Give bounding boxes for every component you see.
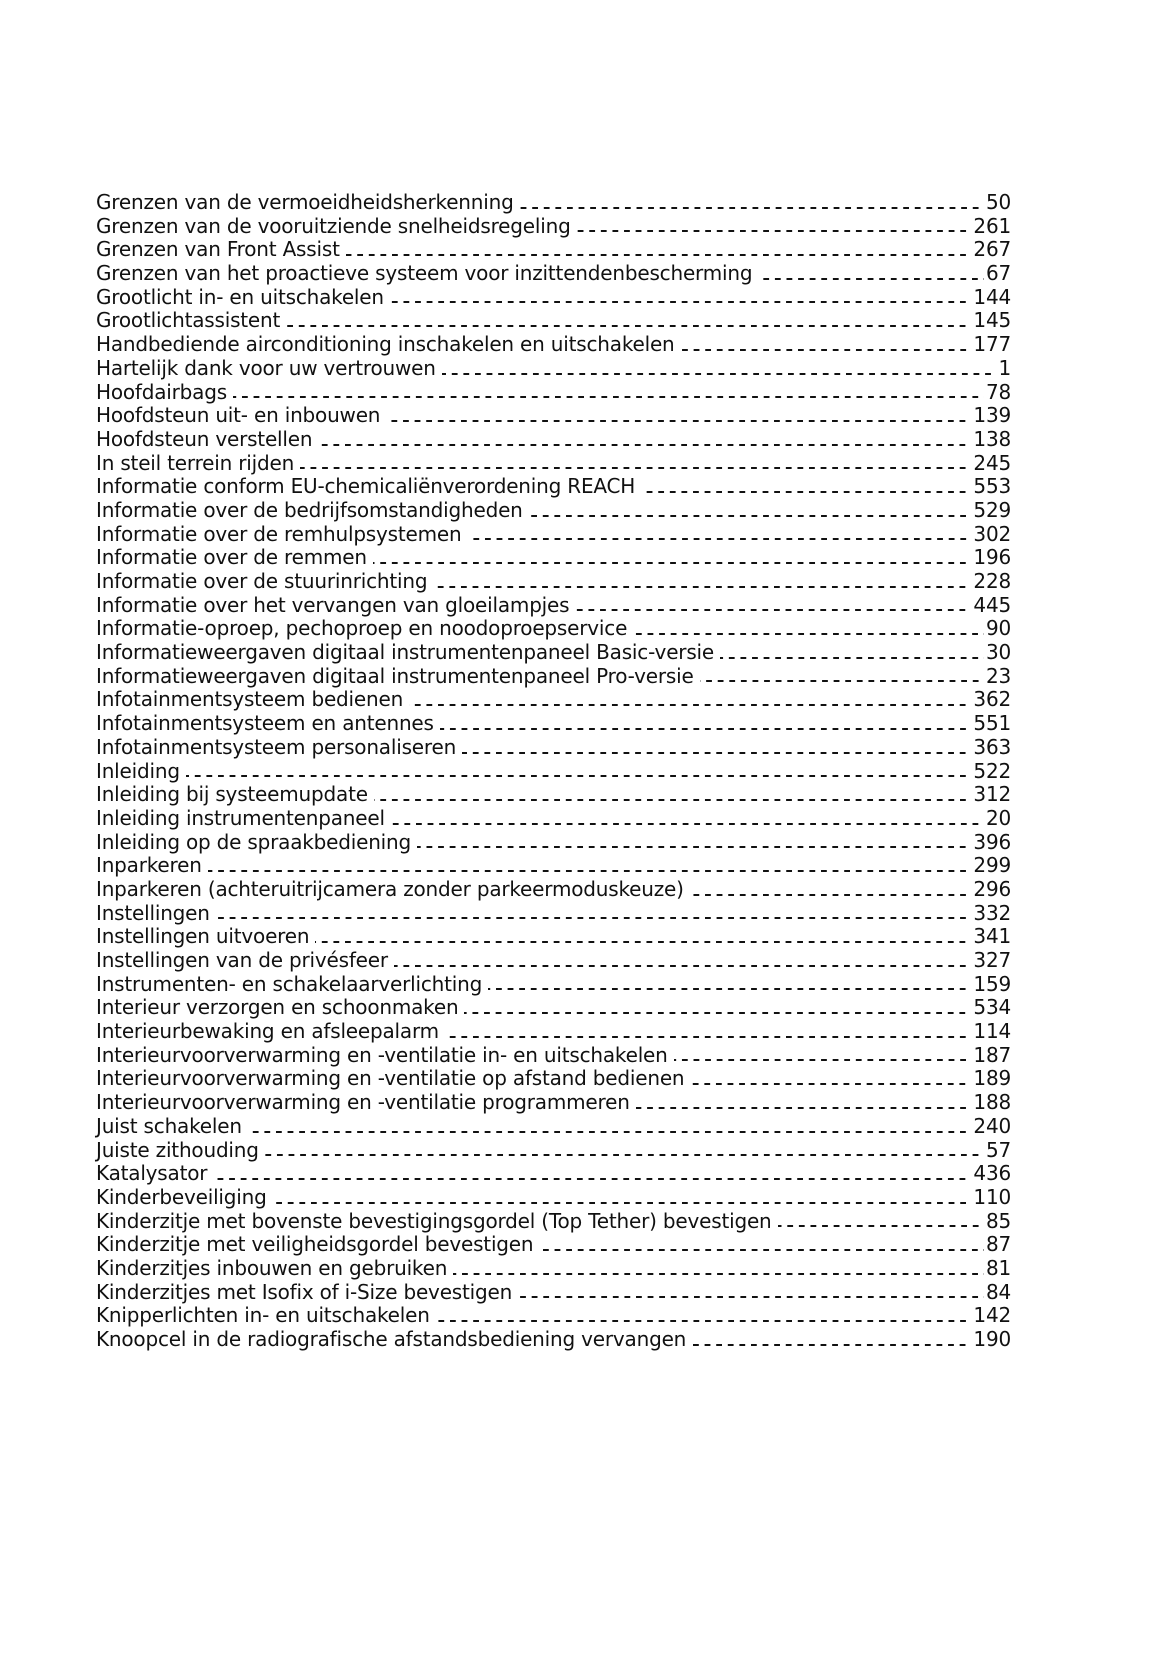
index-entry <box>96 191 1011 215</box>
index-entry <box>96 262 1011 286</box>
index-entry-title: Hoofdsteun verstellen <box>96 426 313 451</box>
index-entry <box>96 1186 1011 1210</box>
index-entry-page: 30 <box>985 640 1011 665</box>
dot-leader <box>440 728 972 730</box>
index-entry-page: 363 <box>973 734 1011 759</box>
dot-leader <box>208 870 972 872</box>
index-entry <box>96 688 1011 712</box>
index-entry-title: Interieurvoorverwarming en -ventilatie op afstand bedienen <box>96 1066 685 1091</box>
index-entry <box>96 878 1011 902</box>
dot-leader <box>674 1059 972 1061</box>
index-entry <box>96 452 1011 476</box>
index-entry-title: Grenzen van de vermoeidheidsherkenning <box>96 190 514 214</box>
dot-leader <box>346 254 972 256</box>
index-entry <box>96 286 1011 310</box>
dot-leader <box>265 1154 984 1156</box>
index-entry-page: 436 <box>973 1161 1011 1186</box>
index-entry-title: Grenzen van de vooruitziende snelheidsregeling <box>96 213 571 238</box>
dot-leader <box>464 1012 971 1014</box>
dot-leader <box>758 278 984 280</box>
index-entry-title: Informatie over de bedrijfsomstandigheden <box>96 497 523 522</box>
dot-leader <box>575 609 971 611</box>
dot-leader <box>390 301 972 303</box>
index-entry-page: 196 <box>973 545 1011 570</box>
index-entry <box>96 665 1011 689</box>
index-entry <box>96 1139 1011 1163</box>
index-entry-page: 332 <box>973 900 1011 925</box>
index-entry-page: 90 <box>985 616 1011 641</box>
dot-leader <box>641 491 971 493</box>
dot-leader <box>386 420 971 422</box>
index-entry <box>96 546 1011 570</box>
index-entry <box>96 949 1011 973</box>
index-entry <box>96 641 1011 665</box>
index-entry-title: Kinderbeveiliging <box>96 1184 267 1209</box>
dot-leader <box>529 515 972 517</box>
dot-leader <box>462 752 971 754</box>
index-entry-title: Juist schakelen <box>96 1113 242 1138</box>
index-entry-page: 327 <box>973 948 1011 972</box>
dot-leader <box>577 230 972 232</box>
index-entry <box>96 1281 1011 1305</box>
dot-leader <box>248 1131 972 1133</box>
dot-leader <box>720 657 984 659</box>
index-entry-page: 299 <box>973 853 1011 878</box>
index-entry <box>96 1162 1011 1186</box>
dot-leader <box>633 633 984 635</box>
index-entry-page: 50 <box>985 190 1011 214</box>
dot-leader <box>374 799 972 801</box>
dot-leader <box>636 1107 972 1109</box>
index-entry <box>96 783 1011 807</box>
index-entry-title: In steil terrein rijden <box>96 450 295 475</box>
index-entry-page: 445 <box>973 592 1011 617</box>
index-entry <box>96 238 1011 262</box>
dot-leader <box>518 1296 984 1298</box>
index-entry-page: 302 <box>973 521 1011 546</box>
index-entry <box>96 333 1011 357</box>
index-entry-title: Interieurvoorverwarming en -ventilatie in- en uitschakelen <box>96 1042 668 1067</box>
index-entry-title: Informatieweergaven digitaal instrumentenpaneel Basic-versie <box>96 640 715 665</box>
index-entry <box>96 1067 1011 1091</box>
index-entry-title: Kinderzitje met veiligheidsgordel bevestigen <box>96 1232 534 1257</box>
index-entry-page: 190 <box>973 1327 1011 1351</box>
index-entry <box>96 996 1011 1020</box>
index-entry <box>96 215 1011 239</box>
index-entry <box>96 973 1011 997</box>
index-entry <box>96 357 1011 381</box>
index-entry-page: 85 <box>985 1208 1011 1233</box>
dot-leader <box>233 396 984 398</box>
index-entry-title: Juiste zithouding <box>96 1137 259 1162</box>
index-entry-page: 87 <box>985 1232 1011 1257</box>
index-entry-title: Informatie over de remmen <box>96 545 367 570</box>
index-entry-title: Inparkeren (achteruitrijcamera zonder parkeermoduskeuze) <box>96 876 684 901</box>
index-entry-page: 187 <box>973 1042 1011 1067</box>
index-entry <box>96 570 1011 594</box>
index-entry <box>96 925 1011 949</box>
index-entry-title: Grenzen van Front Assist <box>96 237 340 262</box>
index-entry-title: Informatie over de stuurinrichting <box>96 569 428 593</box>
index-entry-page: 84 <box>985 1279 1011 1304</box>
index-entry-title: Infotainmentsysteem en antennes <box>96 711 434 736</box>
index-entry-page: 261 <box>973 213 1011 238</box>
index-entry-page: 1 <box>998 355 1011 380</box>
dot-leader <box>468 538 972 540</box>
index-entry-title: Interieurvoorverwarming en -ventilatie programmeren <box>96 1090 630 1115</box>
index-entry-page: 362 <box>973 687 1011 712</box>
index-entry-page: 245 <box>973 450 1011 475</box>
index-entry-title: Instrumenten- en schakelaarverlichting <box>96 971 483 996</box>
dot-leader <box>286 325 971 327</box>
index-entry-title: Grenzen van het proactieve systeem voor inzittendenbescherming <box>96 261 753 286</box>
index-entry-title: Inleiding op de spraakbediening <box>96 829 412 854</box>
index-entry <box>96 1115 1011 1139</box>
index-entry-page: 20 <box>985 805 1011 830</box>
dot-leader <box>409 704 971 706</box>
dot-leader <box>442 373 997 375</box>
index-entry-page: 341 <box>973 924 1011 949</box>
index-entry-page: 228 <box>973 569 1011 593</box>
index-entry <box>96 404 1011 428</box>
index-entry-page: 534 <box>973 995 1011 1020</box>
index-entry-page: 396 <box>973 829 1011 854</box>
index-entry-title: Infotainmentsysteem bedienen <box>96 687 404 712</box>
index-entry-title: Informatie over het vervangen van gloeilampjes <box>96 592 570 617</box>
dot-leader <box>186 775 972 777</box>
index-entry-page: 114 <box>973 1019 1011 1044</box>
index-entry-page: 23 <box>985 663 1011 688</box>
index-entry-title: Informatie-oproep, pechoproep en noodoproepservice <box>96 616 628 641</box>
dot-leader <box>690 894 972 896</box>
index-entry-title: Inleiding bij systeemupdate <box>96 782 368 807</box>
index-entry-title: Instellingen van de privésfeer <box>96 948 388 972</box>
index-entry <box>96 712 1011 736</box>
index-entry <box>96 902 1011 926</box>
index-entry-title: Informatie conform EU-chemicaliënverordening REACH <box>96 474 636 499</box>
index-entry-title: Hartelijk dank voor uw vertrouwen <box>96 355 436 380</box>
index-entry-page: 145 <box>973 308 1011 333</box>
index-entry-page: 138 <box>973 426 1011 451</box>
dot-leader <box>681 349 972 351</box>
index-entry <box>96 1044 1011 1068</box>
index-entry-title: Knoopcel in de radiografische afstandsbediening vervangen <box>96 1327 687 1351</box>
index-entry <box>96 831 1011 855</box>
index-entry-page: 267 <box>973 237 1011 262</box>
dot-leader <box>417 846 971 848</box>
index-entry <box>96 309 1011 333</box>
dot-leader <box>318 444 971 446</box>
index-entry-page: 529 <box>973 497 1011 522</box>
index-entry-page: 81 <box>985 1255 1011 1280</box>
index-entry <box>96 1304 1011 1328</box>
dot-leader <box>690 1083 971 1085</box>
dot-leader <box>488 988 971 990</box>
dot-leader <box>213 1178 971 1180</box>
index-entry-page: 188 <box>973 1090 1011 1115</box>
index-entry <box>96 1233 1011 1257</box>
index-entry <box>96 1091 1011 1115</box>
index-entry-page: 177 <box>973 332 1011 357</box>
index-entry-title: Informatieweergaven digitaal instrumentenpaneel Pro-versie <box>96 663 694 688</box>
index-entry-page: 312 <box>973 782 1011 807</box>
index-entry-page: 522 <box>973 758 1011 783</box>
dot-leader <box>436 1320 972 1322</box>
dot-leader <box>539 1249 984 1251</box>
index-entry <box>96 617 1011 641</box>
index-entry-title: Katalysator <box>96 1161 208 1186</box>
index-entry <box>96 736 1011 760</box>
index-entry-page: 159 <box>973 971 1011 996</box>
dot-leader <box>273 1202 972 1204</box>
index-entry <box>96 523 1011 547</box>
index-entry <box>96 594 1011 618</box>
index-entry-page: 144 <box>973 284 1011 309</box>
index-entry-title: Grootlichtassistent <box>96 308 281 333</box>
index-entry-title: Hoofdairbags <box>96 379 227 404</box>
index-entry-title: Instellingen <box>96 900 210 925</box>
index-entry-page: 553 <box>973 474 1011 499</box>
index-entry <box>96 760 1011 784</box>
dot-leader <box>300 467 971 469</box>
index-entry <box>96 428 1011 452</box>
dot-leader <box>433 586 971 588</box>
dot-leader <box>216 917 972 919</box>
index-entry-page: 110 <box>973 1184 1011 1209</box>
index-entry <box>96 381 1011 405</box>
index-entry-page: 240 <box>973 1113 1011 1138</box>
index-entry-title: Inparkeren <box>96 853 202 878</box>
dot-leader <box>391 823 984 825</box>
index-entry-title: Informatie over de remhulpsystemen <box>96 521 462 546</box>
index-entry-title: Grootlicht in- en uitschakelen <box>96 284 384 309</box>
dot-leader <box>692 1344 971 1346</box>
index-entry-title: Hoofdsteun uit- en inbouwen <box>96 403 381 428</box>
index-entry-title: Kinderzitjes inbouwen en gebruiken <box>96 1255 448 1280</box>
dot-leader <box>778 1225 984 1227</box>
index-entry <box>96 1328 1011 1352</box>
index-entry-title: Interieurbewaking en afsleepalarm <box>96 1019 439 1044</box>
index-entry-page: 57 <box>985 1137 1011 1162</box>
index-entry-title: Kinderzitjes met Isofix of i-Size bevestigen <box>96 1279 513 1304</box>
dot-leader <box>520 207 984 209</box>
index-entry-title: Kinderzitje met bovenste bevestigingsgordel (Top Tether) bevestigen <box>96 1208 772 1233</box>
index-entry-title: Handbediende airconditioning inschakelen en uitschakelen <box>96 332 675 357</box>
index-entry-title: Inleiding <box>96 758 180 783</box>
index-entry <box>96 807 1011 831</box>
dot-leader <box>445 1036 972 1038</box>
index-entry-page: 189 <box>973 1066 1011 1091</box>
index-entry <box>96 854 1011 878</box>
index-entry-page: 78 <box>985 379 1011 404</box>
dot-leader <box>394 965 972 967</box>
index-entry-page: 296 <box>973 876 1011 901</box>
index-entry-page: 139 <box>973 403 1011 428</box>
dot-leader <box>373 562 972 564</box>
index-entry-title: Instellingen uitvoeren <box>96 924 310 949</box>
index-entry <box>96 1020 1011 1044</box>
index-entry-title: Interieur verzorgen en schoonmaken <box>96 995 459 1020</box>
index-entry-page: 67 <box>985 261 1011 286</box>
index-entry-title: Infotainmentsysteem personaliseren <box>96 734 457 759</box>
index-entry-title: Inleiding instrumentenpaneel <box>96 805 385 830</box>
index-list <box>96 191 1011 1352</box>
index-entry-page: 551 <box>973 711 1011 736</box>
index-entry-page: 142 <box>973 1303 1011 1328</box>
index-entry <box>96 499 1011 523</box>
dot-leader <box>453 1273 984 1275</box>
dot-leader <box>315 941 971 943</box>
index-entry <box>96 475 1011 499</box>
index-entry <box>96 1210 1011 1234</box>
index-entry-title: Knipperlichten in- en uitschakelen <box>96 1303 430 1328</box>
dot-leader <box>700 680 984 682</box>
index-entry <box>96 1257 1011 1281</box>
